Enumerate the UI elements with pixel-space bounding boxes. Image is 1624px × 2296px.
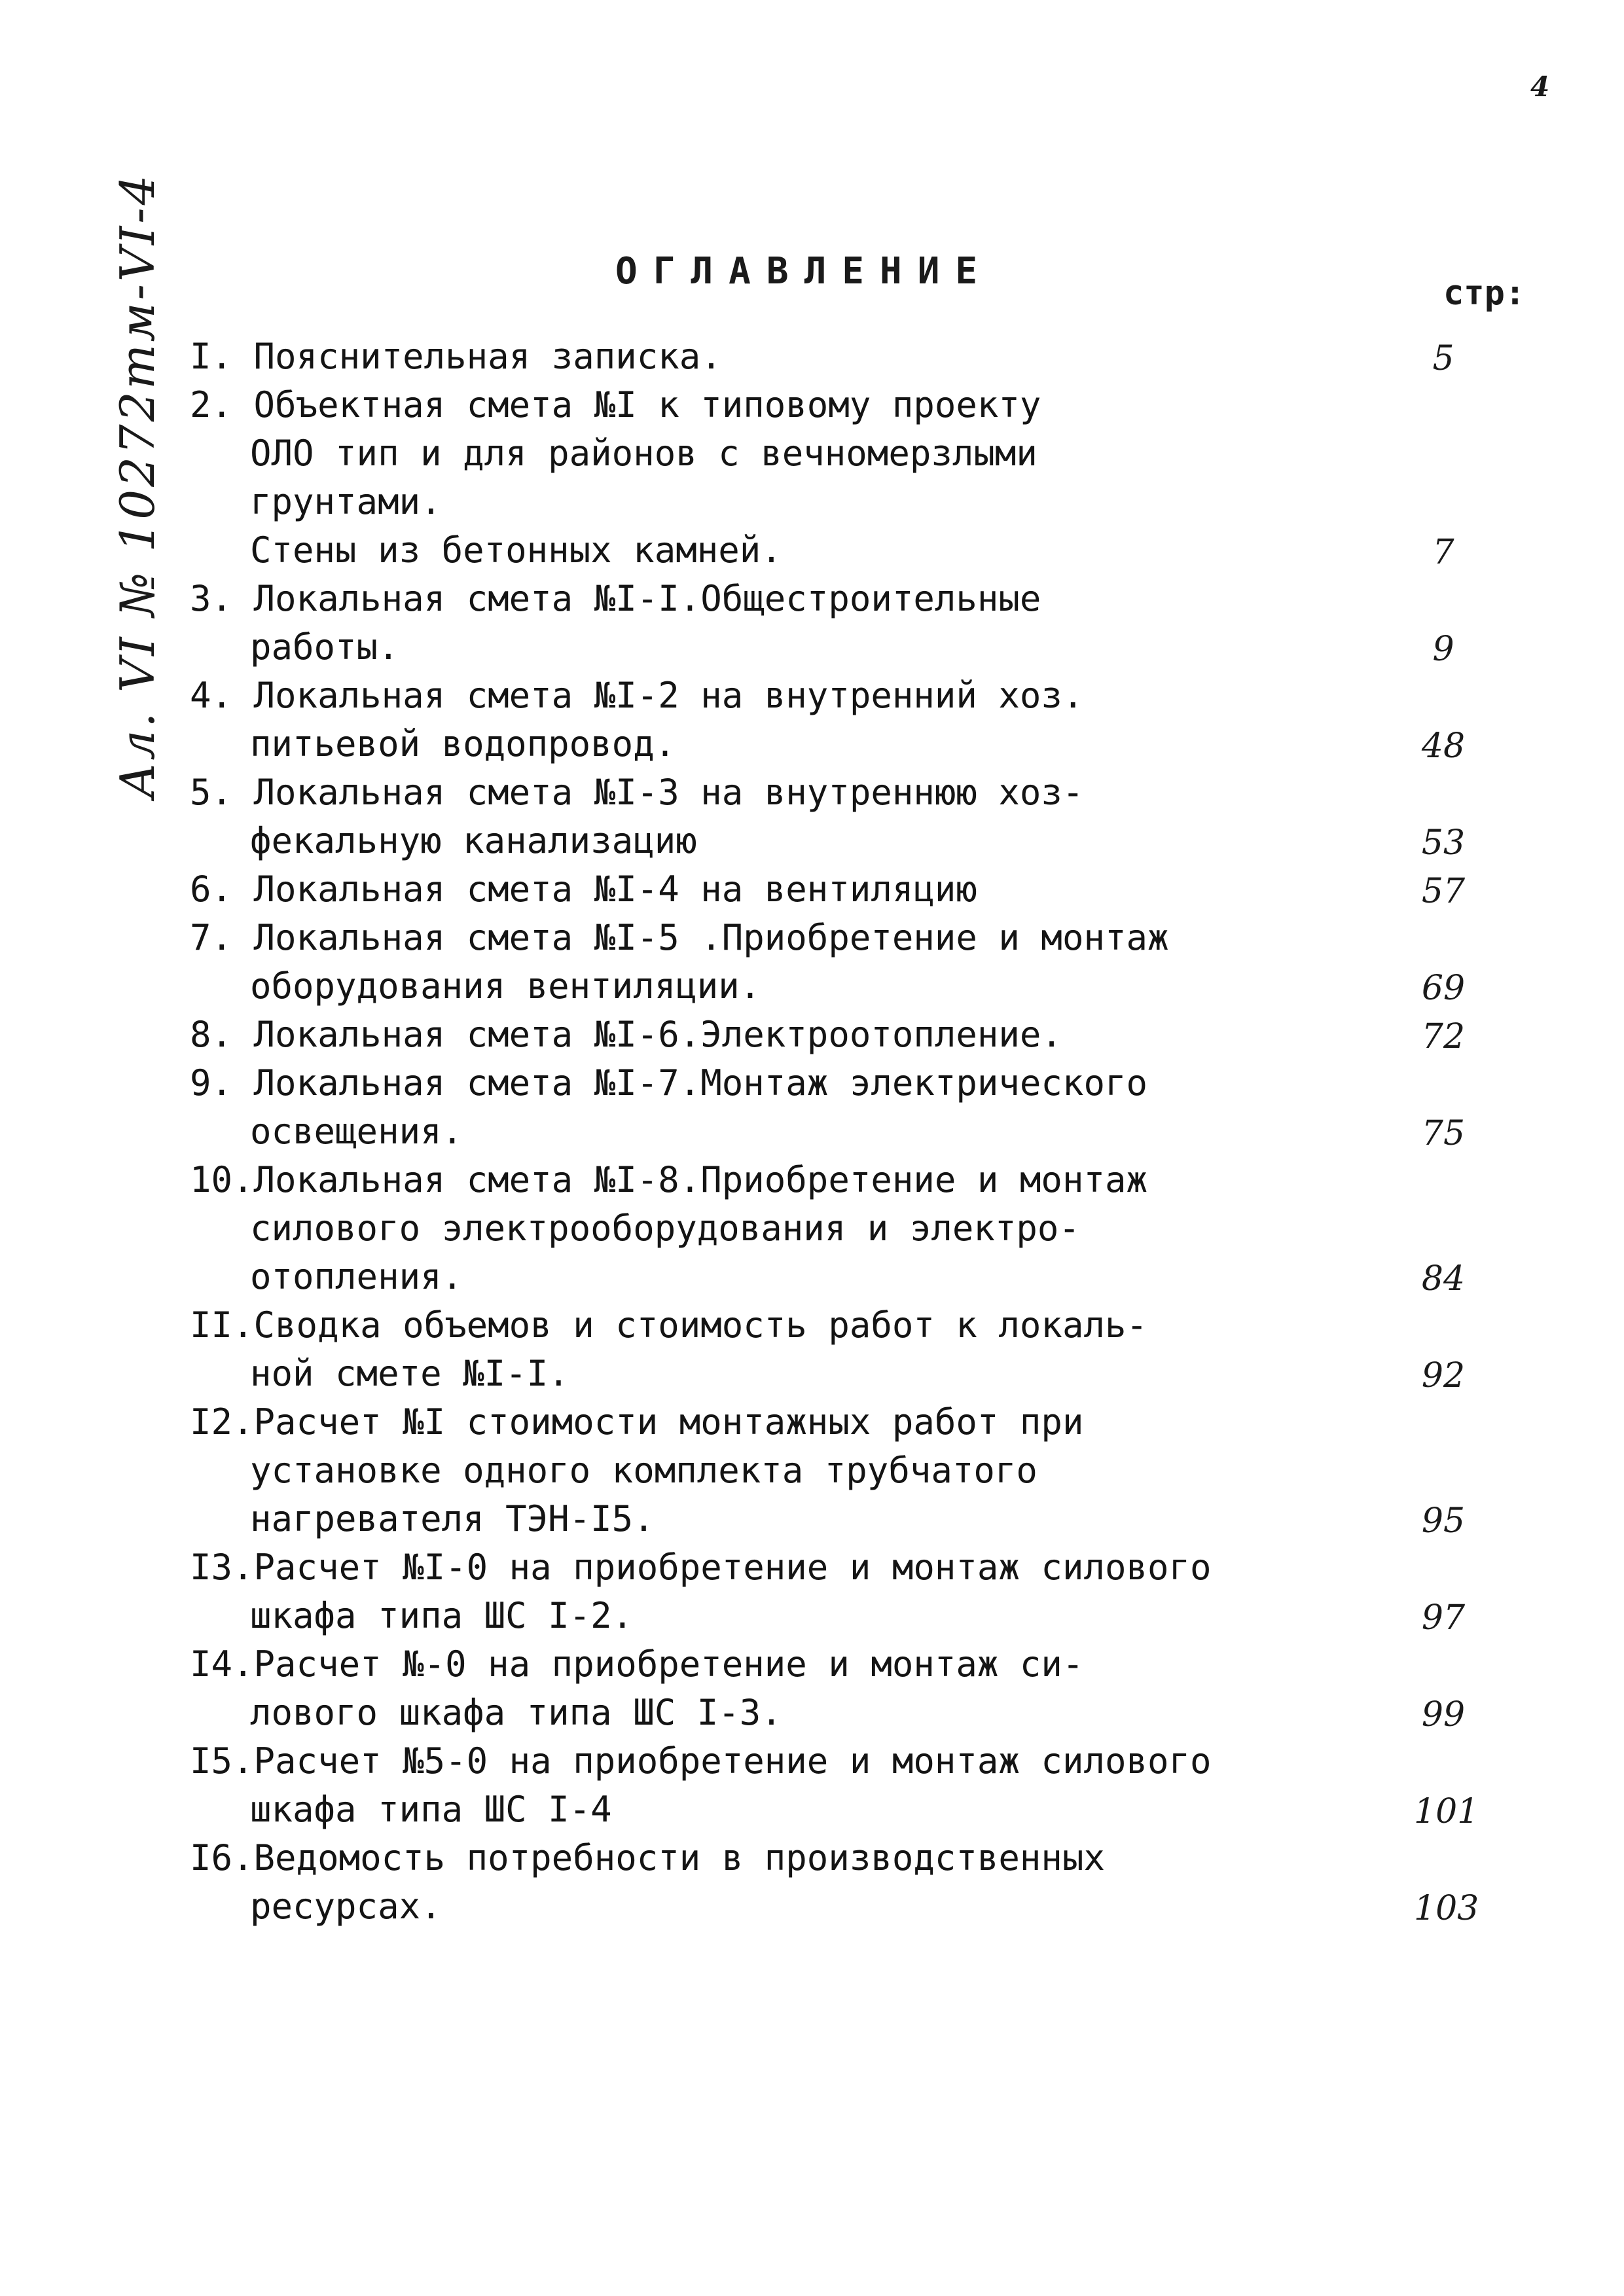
toc-entry-line: шкафа типа ШС I-4 <box>250 1789 612 1830</box>
toc-entry-line: грунтами. <box>250 481 442 522</box>
toc-entry-line: силового электрооборудования и электро- <box>250 1208 1080 1249</box>
toc-entry <box>190 865 1473 914</box>
toc-page-number: 53 <box>1421 823 1466 863</box>
toc-entry-line: 6. Локальная смета №I-4 на вентиляцию <box>190 869 977 910</box>
toc-entry <box>190 1011 1473 1059</box>
toc-page-number: 84 <box>1421 1259 1466 1299</box>
page-number: 4 <box>1530 71 1550 103</box>
toc-entry-line: 4. Локальная смета №I-2 на внутренний хоз. <box>190 675 1084 716</box>
toc-entry-text <box>190 914 1263 1011</box>
toc-page-number: 57 <box>1421 872 1466 911</box>
toc-entry-line: I3.Расчет №I-0 на приобретение и монтаж силового <box>190 1547 1212 1588</box>
toc-page-number: 95 <box>1421 1501 1466 1541</box>
margin-note: Ал. VI № 10272тм-VI-4 <box>110 172 165 798</box>
toc-page-number: 9 <box>1432 630 1454 669</box>
toc-entry-line: шкафа типа ШС I-2. <box>250 1595 634 1636</box>
toc-entry-text <box>190 1737 1263 1834</box>
toc-entry-text <box>190 1834 1263 1931</box>
toc-page-number: 48 <box>1421 726 1466 766</box>
toc-page-number: 7 <box>1432 533 1454 572</box>
toc-entry-text <box>190 1301 1263 1398</box>
toc-entry <box>190 1640 1473 1737</box>
toc-entry-line: Стены из бетонных камней. <box>250 529 782 571</box>
toc-entry <box>190 1301 1473 1398</box>
toc-page-number: 69 <box>1421 969 1466 1008</box>
toc-entry <box>190 381 1473 575</box>
toc-entry-line: ОЛО тип и для районов с вечномерзлыми <box>250 433 1038 474</box>
toc-entry-text <box>190 1156 1263 1301</box>
toc-entry-line: установке одного комплекта трубчатого <box>250 1450 1038 1491</box>
toc-entry <box>190 1737 1479 1834</box>
toc-entry-text <box>190 1543 1263 1640</box>
toc-entry-line: отопления. <box>250 1256 463 1297</box>
toc-entry <box>190 672 1473 768</box>
toc-entry-line: работы. <box>250 626 399 668</box>
page-column-label: стр: <box>1443 274 1526 313</box>
toc-entry-text <box>190 381 1263 575</box>
toc-page-number: 103 <box>1414 1889 1479 1928</box>
toc-entry-line: ресурсах. <box>250 1886 442 1927</box>
toc-entry-line: I2.Расчет №I стоимости монтажных работ при <box>190 1401 1084 1443</box>
toc-entry <box>190 332 1473 381</box>
toc-entry <box>190 1398 1473 1543</box>
toc-entry-text <box>190 768 1263 865</box>
toc-page-number: 101 <box>1414 1792 1479 1831</box>
toc-entry <box>190 1059 1473 1156</box>
toc-entry <box>190 914 1473 1011</box>
toc-entry-line: освещения. <box>250 1111 463 1152</box>
toc-entry-line: ной смете №I-I. <box>250 1353 569 1394</box>
toc-entry-line: нагревателя ТЭН-I5. <box>250 1498 655 1539</box>
page-title: ОГЛАВЛЕНИЕ <box>615 250 994 293</box>
toc-entry <box>190 1543 1473 1640</box>
toc-entry-line: II.Сводка объемов и стоимость работ к локаль- <box>190 1304 1147 1346</box>
toc-entry <box>190 768 1473 865</box>
toc-entry-line: I6.Ведомость потребности в производственных <box>190 1837 1105 1878</box>
toc-entry-text <box>190 672 1263 768</box>
toc-entry-text <box>190 1059 1263 1156</box>
toc-entry-line: фекальную канализацию <box>250 820 697 861</box>
toc-entry-text <box>190 1640 1263 1737</box>
toc-page-number: 99 <box>1421 1695 1466 1734</box>
toc-entry-line: I4.Расчет №-0 на приобретение и монтаж си- <box>190 1643 1084 1685</box>
toc-page-number: 5 <box>1432 339 1454 378</box>
toc-entry-line: 3. Локальная смета №I-I.Общестроительные <box>190 578 1041 619</box>
toc-entry-line: I5.Расчет №5-0 на приобретение и монтаж силового <box>190 1740 1212 1782</box>
toc-entry-text <box>190 1398 1263 1543</box>
toc-entry-line: 8. Локальная смета №I-6.Электроотопление. <box>190 1014 1062 1055</box>
toc-page-number: 75 <box>1421 1114 1466 1153</box>
toc-entry-text <box>190 865 1263 914</box>
toc-entry <box>190 575 1473 672</box>
toc-page-number: 92 <box>1421 1356 1466 1395</box>
toc-entry-line: 9. Локальная смета №I-7.Монтаж электрического <box>190 1062 1147 1103</box>
toc-entry <box>190 1156 1473 1301</box>
toc-entry-line: оборудования вентиляции. <box>250 965 761 1007</box>
toc-entry-text <box>190 575 1263 672</box>
toc-entry-text <box>190 1011 1263 1059</box>
toc-entry <box>190 1834 1479 1931</box>
toc-entry-line: 10.Локальная смета №I-8.Приобретение и монтаж <box>190 1159 1147 1200</box>
toc-entry-line: питьевой водопровод. <box>250 723 676 764</box>
toc-entry-line: лового шкафа типа ШС I-3. <box>250 1692 782 1733</box>
toc-entry-line: 7. Локальная смета №I-5 .Приобретение и монтаж <box>190 917 1169 958</box>
toc-entry-line: I. Пояснительная записка. <box>190 336 722 377</box>
toc-entry-line: 2. Объектная смета №I к типовому проекту <box>190 384 1041 425</box>
toc-entry-text <box>190 332 1263 381</box>
toc-entry-line: 5. Локальная смета №I-3 на внутреннюю хоз- <box>190 772 1084 813</box>
toc-page-number: 72 <box>1421 1017 1466 1056</box>
toc-page-number: 97 <box>1421 1598 1466 1638</box>
table-of-contents <box>190 332 1479 1931</box>
